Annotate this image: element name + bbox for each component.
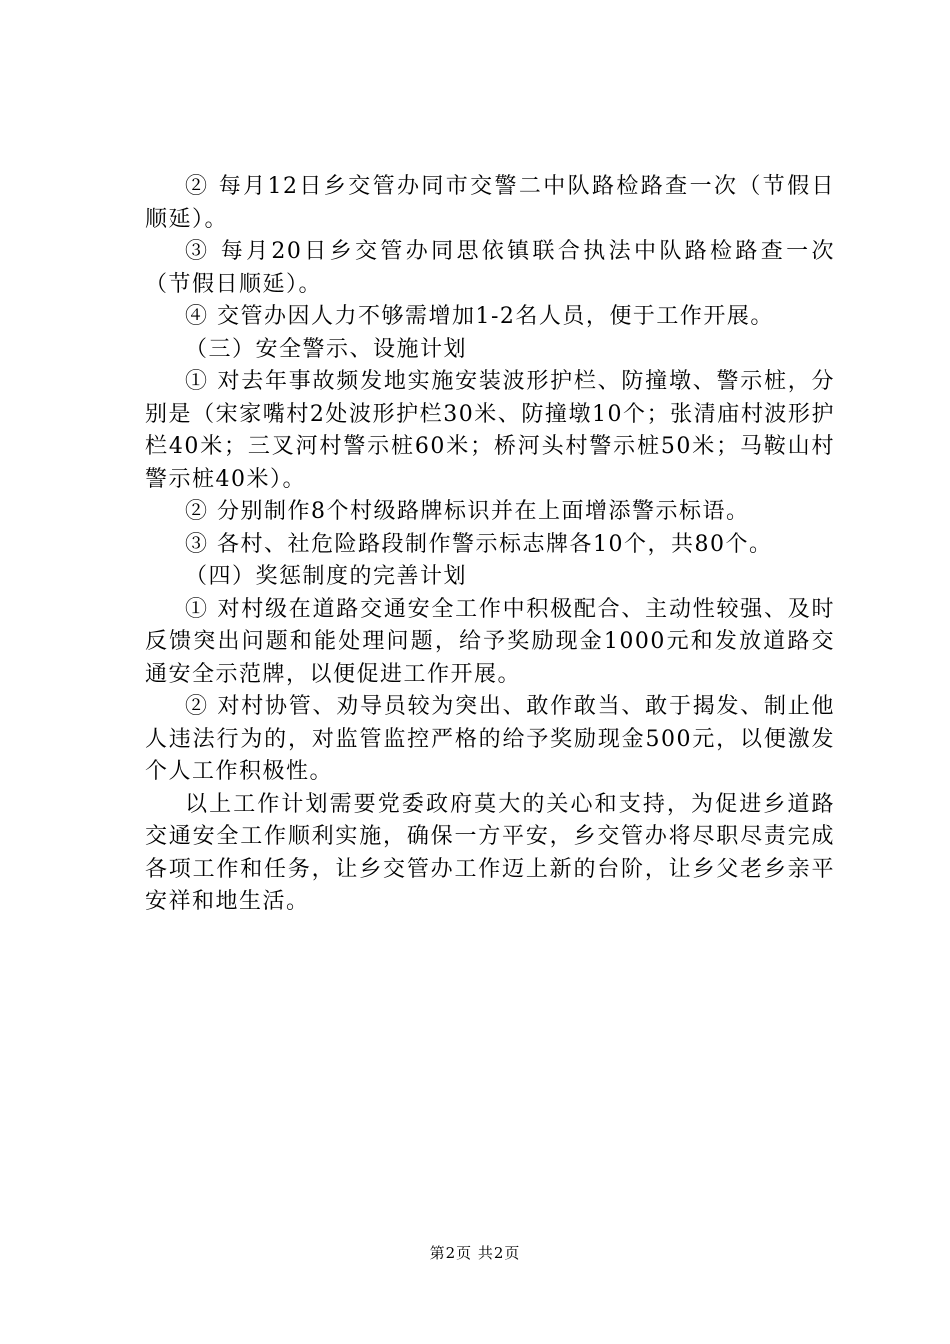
section-heading-rewards: （四）奖惩制度的完善计划 [185, 564, 468, 589]
paragraph-village-reward: ① 对村级在道路交通安全工作中积极配合、主动性较强、及时反馈突出问题和能处理问题，给予奖励现金1000元和发放道路交通安全示范牌，以便促进工作开展。 [145, 596, 835, 687]
page-number-footer: 第2页 共2页 [429, 1244, 521, 1262]
paragraph-inspection-20th: ③ 每月20日乡交管办同思依镇联合执法中队路检路查一次（节假日顺延）。 [145, 239, 835, 297]
paragraph-individual-reward: ② 对村协管、劝导员较为突出、敢作敢当、敢于揭发、制止他人违法行为的，对监管监控严格的给予奖励现金500元，以便激发个人工作积极性。 [145, 694, 835, 784]
paragraph-guardrails: ① 对去年事故频发地实施安装波形护栏、防撞墩、警示桩，分别是（宋家嘴村2处波形护栏30米、防撞墩10个；张清庙村波形护栏40米；三叉河村警示桩60米；桥河头村警示桩50米；马鞍山村警示桩40米）。 [145, 369, 835, 492]
paragraph-warning-signs: ③ 各村、社危险路段制作警示标志牌各10个，共80个。 [185, 531, 773, 557]
paragraph-road-signs: ② 分别制作8个村级路牌标识并在上面增添警示标语。 [185, 499, 750, 524]
section-heading-safety-facilities: （三）安全警示、设施计划 [185, 336, 468, 362]
paragraph-staffing: ④ 交管办因人力不够需增加1-2名人员，便于工作开展。 [185, 304, 774, 329]
paragraph-conclusion: 以上工作计划需要党委政府莫大的关心和支持，为促进乡道路交通安全工作顺利实施，确保一方平安，乡交管办将尽职尽责完成各项工作和任务，让乡交管办工作迈上新的台阶，让乡父老乡亲平安祥和地生活。 [145, 791, 835, 914]
document-body [145, 171, 835, 919]
paragraph-inspection-12th: ② 每月12日乡交管办同市交警二中队路检路查一次（节假日顺延）。 [145, 174, 835, 232]
